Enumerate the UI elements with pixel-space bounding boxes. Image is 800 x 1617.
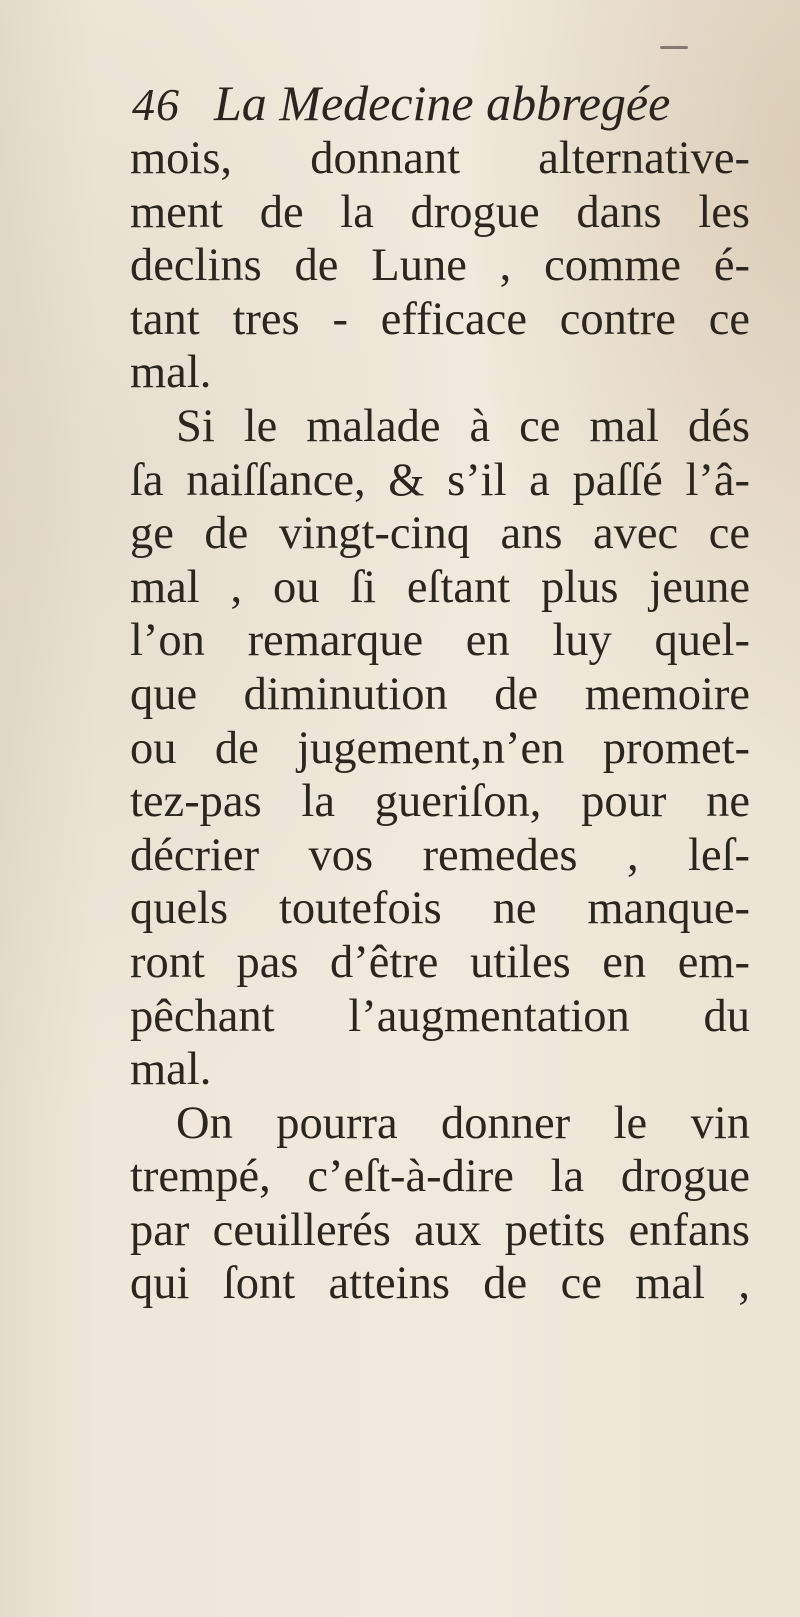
body-text xyxy=(130,132,750,1311)
text-line: declins de Lune , comme é- xyxy=(130,240,750,292)
ink-mark xyxy=(660,46,688,49)
text-line: On pourra donner le vin xyxy=(176,1097,750,1149)
running-title: La Medecine abbregée xyxy=(214,75,671,131)
text-line: mal , ou ſi eſtant plus jeune xyxy=(130,561,750,613)
text-line: qui ſont atteins de ce mal , xyxy=(130,1258,750,1310)
text-line: que diminution de memoire xyxy=(130,668,750,720)
text-line: mois, donnant alternative- xyxy=(130,133,750,184)
text-line: ge de vingt-cinq ans avec ce xyxy=(130,508,750,560)
text-line: ſa naiſſance, & s’il a paſſé l’â- xyxy=(130,454,750,506)
text-line: tez-pas la gueriſon, pour ne xyxy=(130,776,750,828)
text-line: l’on remarque en luy quel- xyxy=(130,615,750,667)
text-line: ment de la drogue dans les xyxy=(130,186,750,238)
text-line: décrier vos remedes , leſ- xyxy=(130,829,750,881)
text-line: mal. xyxy=(130,347,212,399)
text-line: quels toutefois ne manque- xyxy=(130,883,750,935)
text-line: mal. xyxy=(130,1044,212,1096)
text-line: Si le malade à ce mal dés xyxy=(176,400,750,452)
text-line: trempé, c’eſt-à-dire la drogue xyxy=(130,1151,750,1203)
text-line: pêchant l’augmentation du xyxy=(130,990,750,1042)
text-line: tant tres - efficace contre ce xyxy=(130,293,750,345)
text-line: ront pas d’être utiles en em- xyxy=(130,936,750,988)
text-line: ou de jugement,n’en promet- xyxy=(130,722,750,774)
page-number: 46 xyxy=(132,79,180,130)
text-line: par ceuillerés aux petits enfans xyxy=(130,1204,750,1256)
